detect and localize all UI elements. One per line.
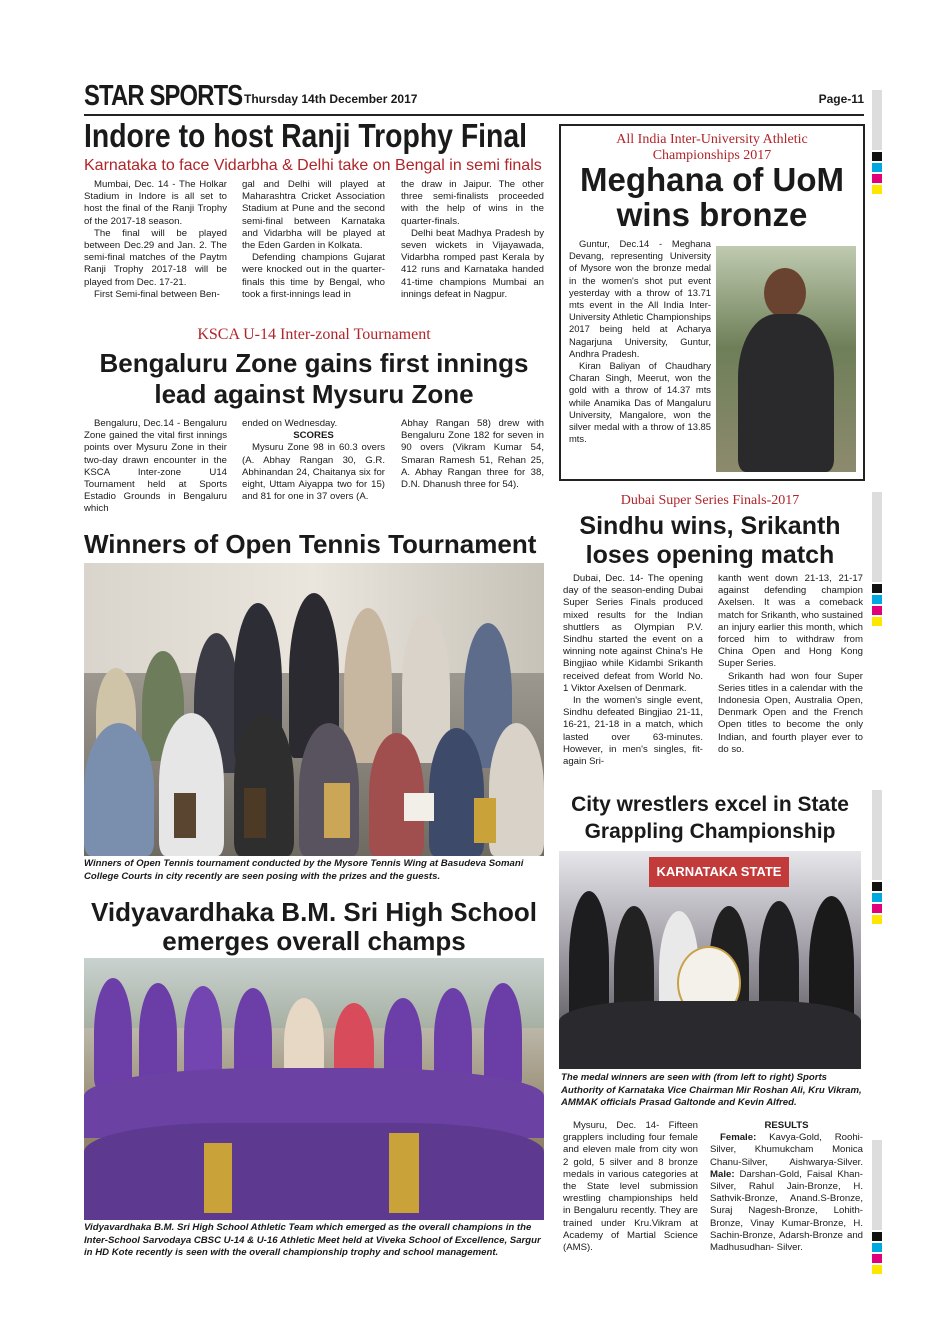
- school-caption: Vidyavardhaka B.M. Sri High School Athletic Team which emerged as the overall champions in the Inter-School Sarvodaya CBSC U-14 & U-16 Athletic Meet held at Viveka School of Excellence, Sargur in HD Kote recently is seen with the overall championship trophy and school management.: [84, 1222, 541, 1259]
- headline-line: wins bronze: [616, 196, 808, 233]
- school-photo: [84, 958, 544, 1220]
- paragraph: ended on Wednesday.: [242, 418, 338, 429]
- headline-line: Bengaluru Zone gains first innings: [99, 348, 529, 378]
- female-results: Kavya-Gold, Roohi-Silver, Khumukcham Monica Chanu-Silver, Aishwarya-Silver.: [710, 1132, 863, 1168]
- wrestlers-column-1: [563, 1120, 698, 1254]
- meghana-kicker: [561, 132, 863, 164]
- photo-foreground: [559, 1001, 861, 1069]
- kicker-line: All India Inter-University Athletic: [616, 132, 808, 147]
- wrestlers-caption: The medal winners are seen with (from left to right) Sports Authority of Karnataka Vice Chairman Mir Roshan Ali, Kru Vikram, AMMAK officials Prasad Galtonde and Kevin Alfred.: [561, 1072, 862, 1109]
- grey-strip: [872, 90, 882, 150]
- black-mark: [872, 584, 882, 593]
- black-mark: [872, 152, 882, 161]
- grey-strip: [872, 790, 882, 880]
- paragraph: Bengaluru, Dec.14 - Bengaluru Zone gained the vital first innings points over Mysuru Zone in their two-day drawn encounter in the KSCA Inter-zone U14 Tournament held at Sports Estadio Grounds in Bengaluru which: [84, 418, 227, 515]
- headline-line: lead against Mysuru Zone: [154, 379, 474, 409]
- headline-line: Sindhu wins, Srikanth: [579, 512, 841, 540]
- meghana-body: [569, 238, 711, 445]
- school-headline: [84, 898, 544, 956]
- banner-text: KARNATAKA STATE: [649, 857, 789, 887]
- paragraph: In the women's single event, Sindhu defeated Bingjiao 21-11, 16-21, 21-18 in a match, which lasted over 63-minutes. However, in men's singles, fit-again Sri-: [563, 695, 703, 768]
- headline-line: emerges overall champs: [162, 926, 466, 956]
- magenta-mark: [872, 904, 882, 913]
- sindhu-column-2: [718, 573, 863, 756]
- tennis-headline: Winners of Open Tennis Tournament: [84, 529, 537, 559]
- masthead: [84, 80, 864, 116]
- paragraph: Delhi beat Madhya Pradesh by seven wickets in Vijayawada, Vidarbha romped past Kerala by 412 runs and Karnataka handed 41-time champions Mumbai an innings defeat in Nagpur.: [401, 227, 544, 300]
- magenta-mark: [872, 606, 882, 615]
- yellow-mark: [872, 185, 882, 194]
- wrestlers-photo: [559, 851, 861, 1069]
- paragraph: Defending champions Gujarat were knocked out in the quarter-finals this time by Bengal, who took a first-innings lead in: [242, 252, 385, 300]
- wrestlers-results: [710, 1120, 863, 1254]
- paragraph: Srikanth had won four Super Series titles in a calendar with the Indonesia Open, Australia Open, Denmark Open and the French Open titles to become the only Indian, and fourth player ever to do so.: [718, 670, 863, 755]
- ranji-column-3: [401, 179, 544, 301]
- sindhu-headline: [559, 512, 861, 570]
- paragraph: gal and Delhi will played at Maharashtra Cricket Association Stadium at Pune and the second semi-final between Karnataka and Vidarbha will be played at the Eden Garden in Kolkata.: [242, 179, 385, 252]
- scores-label: SCORES: [293, 430, 334, 442]
- yellow-mark: [872, 1265, 882, 1274]
- tennis-photo: [84, 563, 544, 856]
- yellow-mark: [872, 915, 882, 924]
- paragraph: Mysuru Zone 98 in 60.3 overs (A. Abhay Rangan 30, G.R. Abhinandan 24, Chaitanya six for eight, Uttam Aiyappa two for 15) and 81 for one in 37 overs (A.: [242, 442, 385, 503]
- black-mark: [872, 882, 882, 891]
- paragraph: Dubai, Dec. 14- The opening day of the season-ending Dubai Super Series Finals produced mixed results for the Indian shuttlers as Olympian P.V. Sindhu started the event on a winning note against China's He Bingjiao while Kidambi Srikanth received defeat from World No. 1 Viktor Axelsen of Denmark.: [563, 573, 703, 694]
- ranji-column-2: [242, 179, 385, 301]
- male-label: Male:: [710, 1168, 735, 1180]
- paragraph: the draw in Jaipur. The other three semi-finalists proceeded with the help of wins in the quarter-finals.: [401, 179, 544, 227]
- cyan-mark: [872, 595, 882, 604]
- paragraph: [710, 1132, 863, 1254]
- ranji-headline: Indore to host Ranji Trophy Final: [84, 117, 528, 154]
- paragraph: Guntur, Dec.14 - Meghana Devang, representing University of Mysore won the bronze medal in the women's shot put event yesterday with a throw of 13.71 mts event in the All India Inter-University Athletic Championships 2017 being held at Acharya Nagarjuna University, Guntur, Andhra Pradesh.: [569, 238, 711, 359]
- issue-date: Thursday 14th December 2017: [244, 92, 418, 106]
- page-number: Page-11: [818, 92, 864, 106]
- paragraph: First Semi-final between Ben-: [94, 288, 220, 300]
- brand-title: STAR SPORTS: [84, 80, 243, 112]
- female-label: Female:: [720, 1132, 757, 1144]
- headline-line: Grappling Championship: [584, 820, 836, 843]
- results-label: RESULTS: [764, 1120, 809, 1131]
- sindhu-column-1: [563, 573, 703, 768]
- paragraph: Mysuru, Dec. 14- Fifteen grapplers including four female and eleven male from city won 2 gold, 5 silver and 8 bronze medals in various categories at the State level submission wrestling championships held in Bengaluru recently. They are trained under Kru.Vikram at Academy of Martial Science (AMS).: [563, 1120, 698, 1254]
- cyan-mark: [872, 163, 882, 172]
- meghana-photo: [716, 246, 856, 472]
- sindhu-kicker: Dubai Super Series Finals-2017: [620, 493, 800, 508]
- yellow-mark: [872, 617, 882, 626]
- headline-line: loses opening match: [585, 541, 835, 569]
- kicker-line: Championships 2017: [652, 148, 772, 163]
- ranji-subhead: Karnataka to face Vidarbha & Delhi take on Bengal in semi finals: [84, 157, 542, 174]
- wrestlers-headline: [559, 791, 861, 845]
- ranji-column-1: [84, 179, 227, 301]
- ksca-column-1: [84, 418, 227, 516]
- paragraph: Abhay Rangan 58) drew with Bengaluru Zone 182 for seven in 90 overs (Vikram Kumar 54, Smaran Ramesh 51, Rehan 25, A. Abhay Rangan three for 38, D.N. Dhanush three for 54).: [401, 418, 544, 491]
- ksca-column-3: [401, 418, 544, 491]
- meghana-box: [559, 124, 865, 481]
- paragraph: kanth went down 21-13, 21-17 against defending champion Axelsen. It was a comeback match for Srikanth, who sustained an injury earlier this month, which forced him to withdraw from China Open and Hong Kong Super Series.: [718, 573, 863, 670]
- paragraph: Mumbai, Dec. 14 - The Holkar Stadium in Indore is all set to host the final of the Ranji Trophy of the 2017-18 season.: [84, 179, 227, 227]
- cyan-mark: [872, 893, 882, 902]
- tennis-caption: Winners of Open Tennis tournament conducted by the Mysore Tennis Wing at Basudeva Somani College Courts in city recently are seen posing with the prizes and the guests.: [84, 858, 524, 882]
- headline-line: Meghana of UoM: [580, 161, 844, 198]
- magenta-mark: [872, 174, 882, 183]
- headline-line: City wrestlers excel in State: [571, 793, 849, 816]
- headline-line: Vidyavardhaka B.M. Sri High School: [91, 897, 537, 927]
- black-mark: [872, 1232, 882, 1241]
- grey-strip: [872, 1140, 882, 1230]
- ksca-kicker: KSCA U-14 Inter-zonal Tournament: [197, 326, 431, 343]
- paragraph: The final will be played between Dec.29 and Jan. 2. The semi-final matches of the Paytm Ranji Trophy 2017-18 will be played from Dec. 17-21.: [84, 227, 227, 288]
- male-results: Darshan-Gold, Faisal Khan-Silver, Rahul Jain-Bronze, H. Sathvik-Bronze, Anand.S-Bronze, Suraj Nagesh-Bronze, Lohith-Bronze, Vinay Kumar-Bronze, H. Sachin-Bronze, Adarsh-Bronze and Madhusudhan- Silver.: [710, 1168, 863, 1254]
- ksca-column-2: [242, 418, 385, 503]
- magenta-mark: [872, 1254, 882, 1263]
- ksca-headline: [84, 348, 544, 410]
- grey-strip: [872, 492, 882, 582]
- paragraph: Kiran Baliyan of Chaudhary Charan Singh, Meerut, won the gold with a throw of 14.37 mts while Anamika Das of Mangaluru University, Mangalore, won the silver medal with a throw of 13.85 mts.: [569, 360, 711, 445]
- cyan-mark: [872, 1243, 882, 1252]
- meghana-headline: [561, 162, 863, 232]
